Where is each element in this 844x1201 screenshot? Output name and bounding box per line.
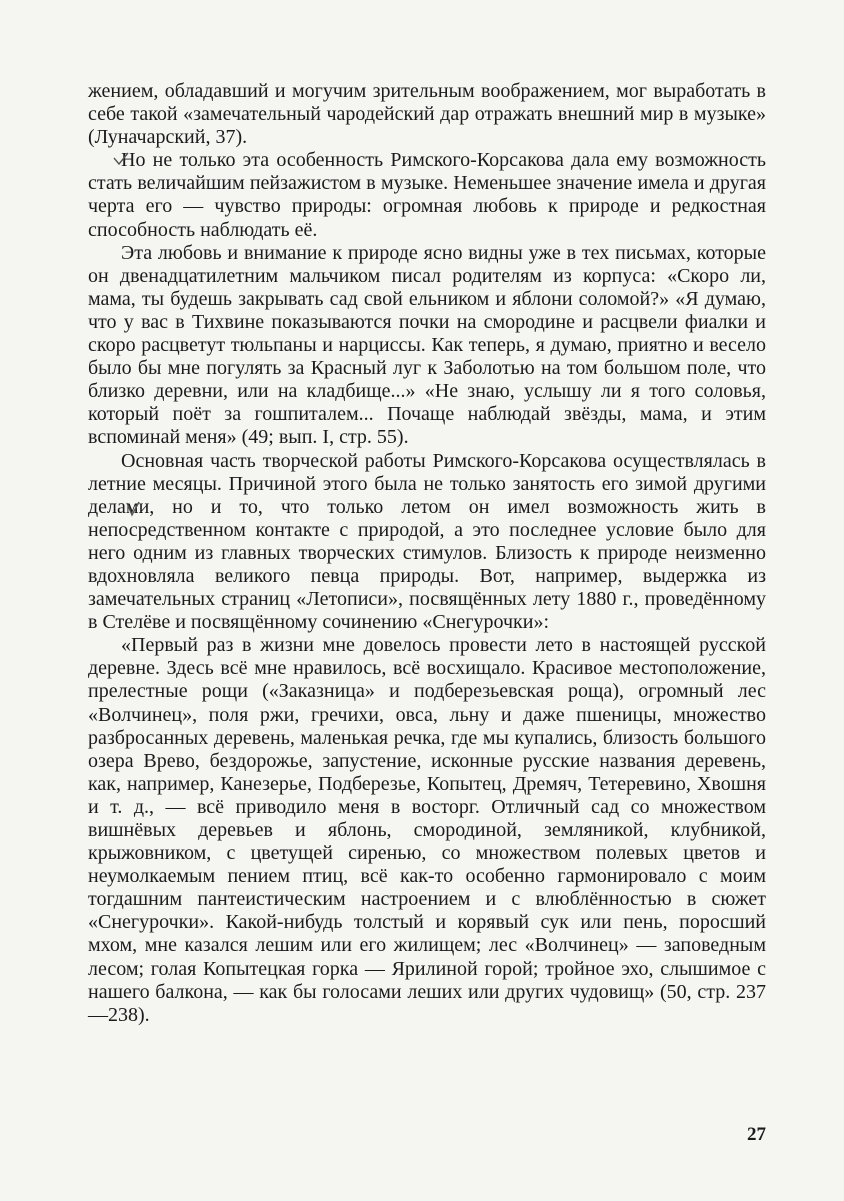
pencil-check-mark-icon — [112, 150, 130, 168]
paragraph: Основная часть творческой работы Римского-Корсакова осуществлялась в летние месяцы. Причиной этого была не только занятость его зимой другими делами, но и то, что только летом он имел возможность жить в непосредственном контакте с природой, а это последнее условие было для него одним из главных творческих стимулов. Близость к природе неизменно вдохновляла великого певца природы. Вот, например, выдержка из замечательных страниц «Летописи», посвящённых лету 1880 г., проведённому в Стелёве и посвящённому сочинению «Снегурочки»: — [88, 449, 766, 634]
pencil-check-mark-icon — [124, 500, 142, 518]
paragraph: Эта любовь и внимание к природе ясно видны уже в тех письмах, которые он двенадцатилетним мальчиком писал родителям из корпуса: «Скоро ли, мама, ты будешь закрывать сад свой ельником и яблони соломой?» «Я думаю, что у вас в Тихвине показываются почки на смородине и расцвели фиалки и скоро расцветут тюльпаны и нарциссы. Как теперь, я думаю, приятно и весело было бы мне погулять за Красный луг к Заболотью на том большом поле, что близко деревни, или на кладбище...» «Не знаю, услышу ли я того соловья, который поёт за гошпиталем... Почаще наблюдай звёзды, мама, и этим вспоминай меня» (49; вып. I, стр. 55). — [88, 241, 766, 449]
paragraph: Но не только эта особенность Римского-Корсакова дала ему возможность стать величайшим пейзажистом в музыке. Неменьшее значение имела и другая черта его — чувство природы: огромная любовь к природе и редкостная способность наблюдать её. — [88, 149, 766, 241]
page-number: 27 — [747, 1124, 766, 1145]
body-text — [88, 80, 766, 1027]
paragraph: жением, обладавший и могучим зрительным воображением, мог выработать в себе такой «замечательный чародейский дар отражать внешний мир в музыке» (Луначарский, 37). — [88, 80, 766, 149]
paragraph: «Первый раз в жизни мне довелось провести лето в настоящей русской деревне. Здесь всё мне нравилось, всё восхищало. Красивое местоположение, прелестные рощи («Заказница» и подберезьевская роща), огромный лес «Волчинец», поля ржи, гречихи, овса, льну и даже пшеницы, множество разбросанных деревень, маленькая речка, где мы купались, близость большого озера Врево, бездорожье, запустение, исконные русские названия деревень, как, например, Канезерье, Подберезье, Копытец, Дремяч, Тетеревино, Хвошня и т. д., — всё приводило меня в восторг. Отличный сад со множеством вишнёвых деревьев и яблонь, смородиной, земляникой, клубникой, крыжовником, с цветущей сиренью, со множеством полевых цветов и неумолкаемым пением птиц, всё как-то особенно гармонировало с моим тогдашним пантеистическим настроением и с влюблённостью в сюжет «Снегурочки». Какой-нибудь толстый и корявый сук или пень, поросший мхом, мне казался лешим или его жилищем; лес «Волчинец» — заповедным лесом; голая Копытецкая горка — Ярилиной горой; тройное эхо, слышимое с нашего балкона, — как бы голосами леших или других чудовищ» (50, стр. 237—238). — [88, 634, 766, 1026]
